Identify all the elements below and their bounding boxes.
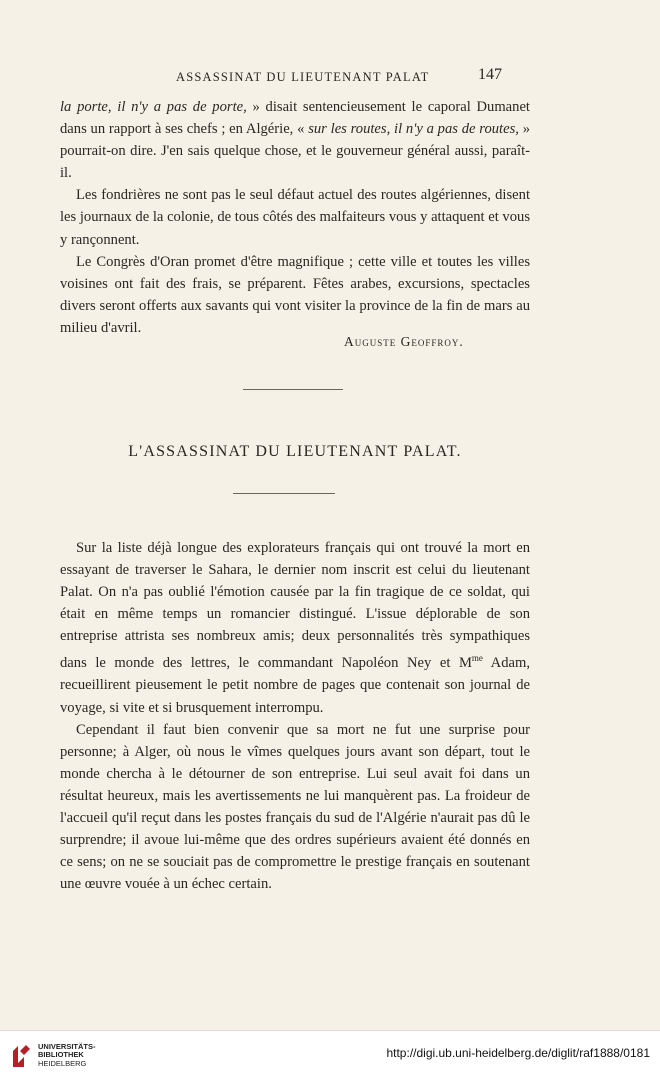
- text: Sur la liste déjà longue des explorateurs français qui ont trouvé la mort en essayant de traverser le Sahara, le dernier nom inscrit est celui du lieutenant Palat. On n'a pas oublié l'émotion causée par la fin tragique de ce soldat, qui était en même temps un romancier distingué. L'issue déplorable de son entreprise attrista ses nombreux amis; deux personnalités très sympathiques dans le monde des lettres, le commandant Napoléon Ney et M: [60, 540, 530, 672]
- paragraph: [60, 96, 530, 184]
- text: » disait sentencieusement le caporal Dumanet dans un rapport à ses chefs ; en Algérie, «: [60, 99, 530, 138]
- source-url-link[interactable]: http://digi.ub.uni-heidelberg.de/diglit/raf1888/0181: [386, 1046, 650, 1060]
- library-name-line: BIBLIOTHEK: [38, 1050, 84, 1060]
- italic-text: la porte, il n'y a pas de porte,: [60, 99, 247, 115]
- italic-text: sur les routes, il n'y a pas de routes,: [308, 121, 519, 138]
- paragraph: Les fondrières ne sont pas le seul défaut actuel des routes algériennes, disent les journaux de la colonie, de tous côtés des malfaiteurs vous y attaquent et vous y rançonnent.: [60, 187, 530, 248]
- superscript: me: [471, 653, 483, 664]
- paragraph: Le Congrès d'Oran promet d'être magnifique ; cette ville et toutes les villes voisines ont fait des frais, se préparent. Fêtes arabes, excursions, spectacles divers seront offerts aux savants qui vont visiter la province de la fin de mars au milieu d'avril.: [60, 253, 530, 336]
- page-number: 147: [478, 66, 502, 83]
- section-divider: [243, 389, 343, 390]
- author-signature: Auguste Geoffroy.: [344, 334, 464, 349]
- text: Adam, recueillirent pieusement le petit nombre de pages que contenait son journal de voyage, si vite et si brusquement interrompu.: [60, 655, 530, 716]
- library-name-line: UNIVERSITÄTS-: [38, 1042, 96, 1051]
- digitization-footer: [0, 1030, 660, 1080]
- paragraph: [60, 537, 530, 719]
- library-name-line: HEIDELBERG: [38, 1058, 87, 1068]
- paragraph: Cependant il faut bien convenir que sa mort ne fut une surprise pour personne; à Alger, où nous le vîmes quelques jours avant son départ, tout le monde chercha à le détourner de son entreprise. Lui seul avait foi dans un résultat heureux, mais les avertissements ne lui manquèrent pas. La froideur de l'accueil qu'il reçut dans les postes français du sud de l'Algérie n'aurait pas dû le surprendre; il avoue lui-même que des ordres supérieurs avaient été donnés en ce sens; on ne se souciait pas de compromettre le prestige français en soutenant une œuvre vouée à un échec certain.: [60, 721, 530, 893]
- library-name: [38, 1043, 96, 1068]
- heidelberg-library-logo-icon: [10, 1043, 32, 1069]
- running-title: ASSASSINAT DU LIEUTENANT PALAT: [176, 70, 430, 84]
- chapter-title: L'ASSASSINAT DU LIEUTENANT PALAT.: [128, 443, 462, 460]
- text: » pourrait-on dire. J'en sais quelque chose, et le gouverneur général aussi, paraît-il.: [60, 121, 530, 182]
- chapter-body: [60, 537, 530, 895]
- title-underline: [233, 493, 335, 494]
- section-previous-article: [60, 96, 530, 339]
